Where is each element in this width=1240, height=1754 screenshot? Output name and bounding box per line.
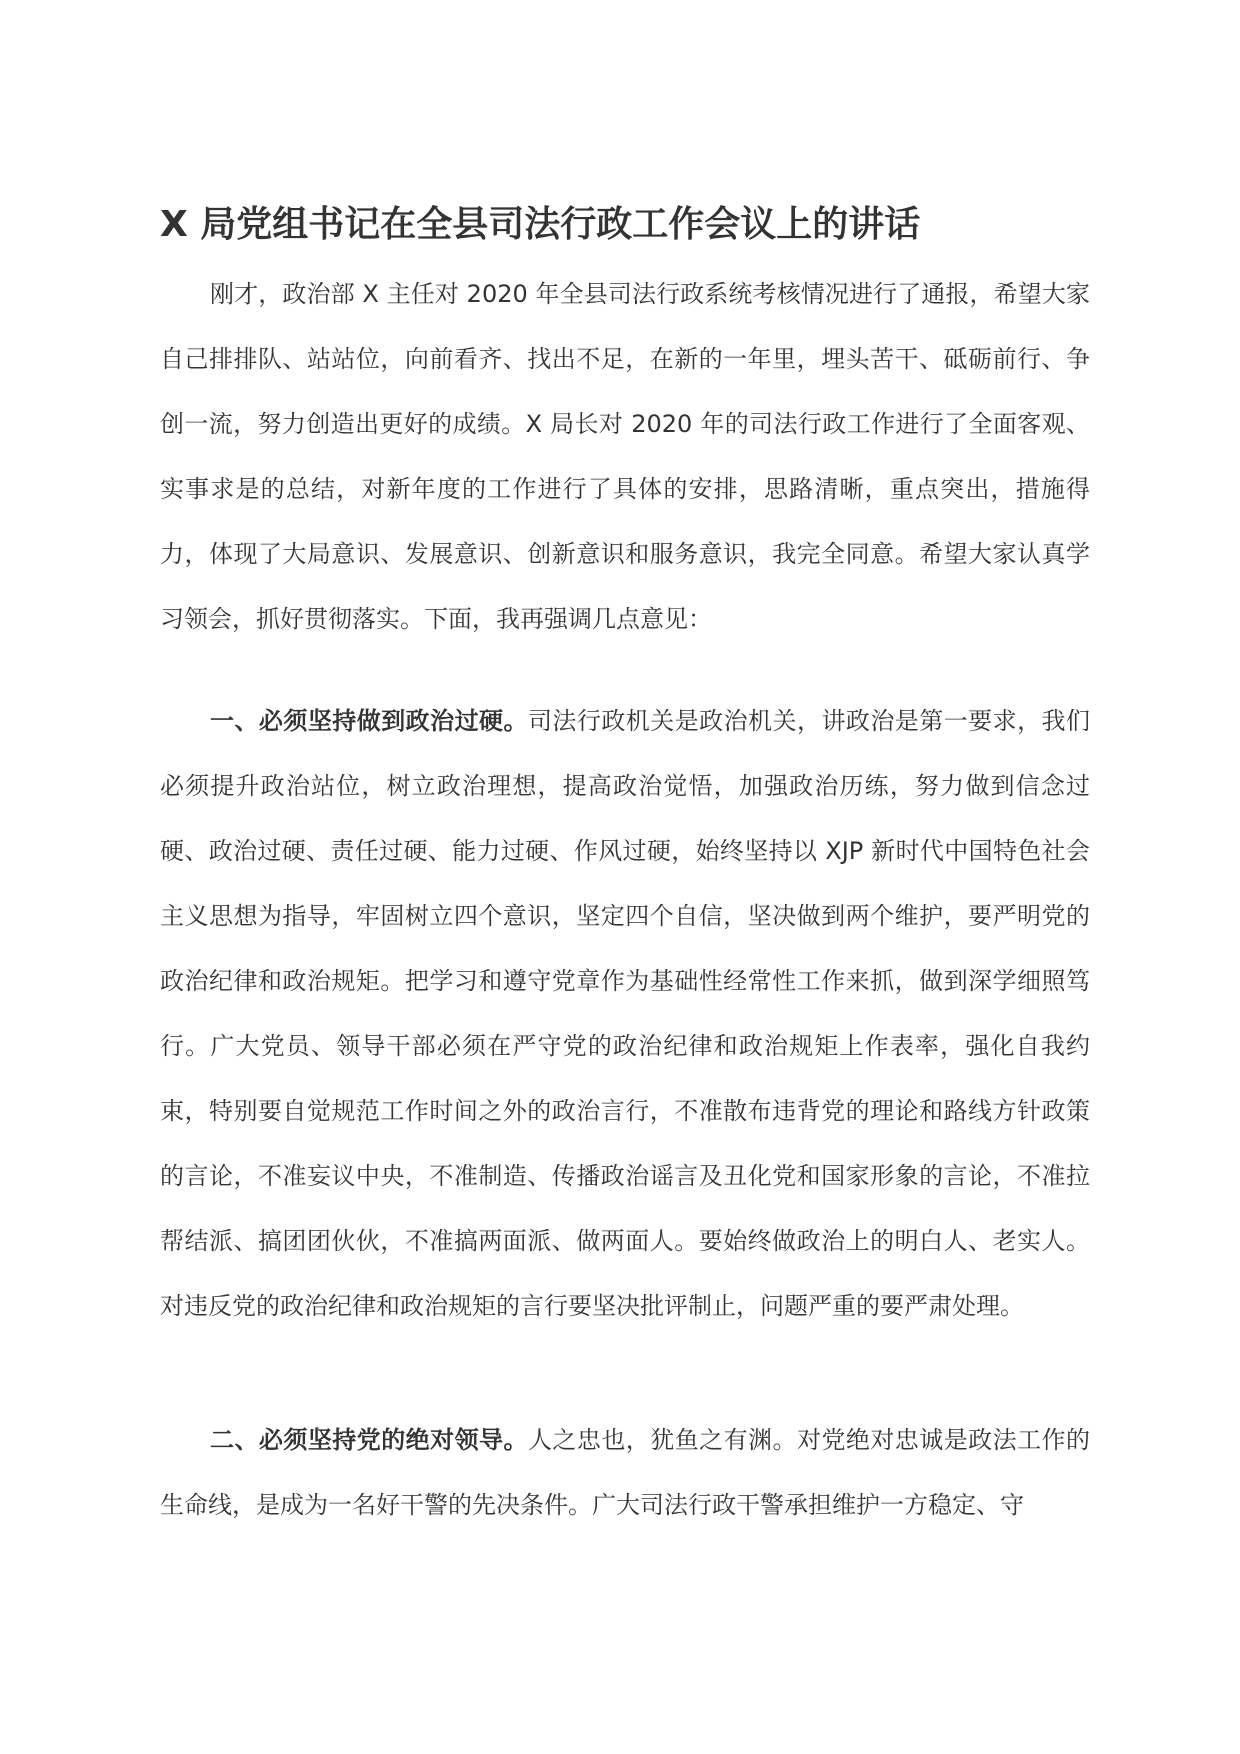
paragraph-section-two — [160, 1408, 1090, 1538]
paragraph-body: 刚才，政治部 X 主任对 2020 年全县司法行政系统考核情况进行了通报，希望大家自己排排队、站站位，向前看齐、找出不足，在新的一年里，埋头苦干、砥砺前行、争创一流，努力创造出更好的成绩。X 局长对 2020 年的司法行政工作进行了全面客观、实事求是的总结，对新年度的工作进行了具体的安排，思路清晰，重点突出，措施得力，体现了大局意识、发展意识、创新意识和服务意识，我完全同意。希望大家认真学习领会，抓好贯彻落实。下面，我再强调几点意见： — [160, 280, 1090, 633]
section-two-heading: 二、必须坚持党的绝对领导。 — [210, 1426, 528, 1454]
paragraph-body: 司法行政机关是政治机关，讲政治是第一要求，我们必须提升政治站位，树立政治理想，提高政治觉悟，加强政治历练，努力做到信念过硬、政治过硬、责任过硬、能力过硬、作风过硬，始终坚持以 XJP 新时代中国特色社会主义思想为指导，牢固树立四个意识，坚定四个自信，坚决做到两个维护，要严明党的政治纪律和政治规矩。把学习和遵守党章作为基础性经常性工作来抓，做到深学细照笃行。广大党员、领导干部必须在严守党的政治纪律和政治规矩上作表率，强化自我约束，特别要自觉规范工作时间之外的政治言行，不准散布违背党的理论和路线方针政策的言论，不准妄议中央，不准制造、传播政治谣言及丑化党和国家形象的言论，不准拉帮结派、搞团团伙伙，不准搞两面派、做两面人。要始终做政治上的明白人、老实人。对违反党的政治纪律和政治规矩的言行要坚决批评制止，问题严重的要严肃处理。 — [160, 707, 1091, 1320]
document-title: X 局党组书记在全县司法行政工作会议上的讲话 — [160, 204, 921, 245]
paragraph-body: 人之忠也，犹鱼之有渊。对党绝对忠诚是政法工作的生命线，是成为一名好干警的先决条件。广大司法行政干警承担维护一方稳定、守 — [160, 1426, 1091, 1519]
section-one-heading: 一、必须坚持做到政治过硬。 — [210, 707, 528, 735]
paragraph-opening — [160, 262, 1090, 652]
paragraph-section-one — [160, 689, 1090, 1339]
